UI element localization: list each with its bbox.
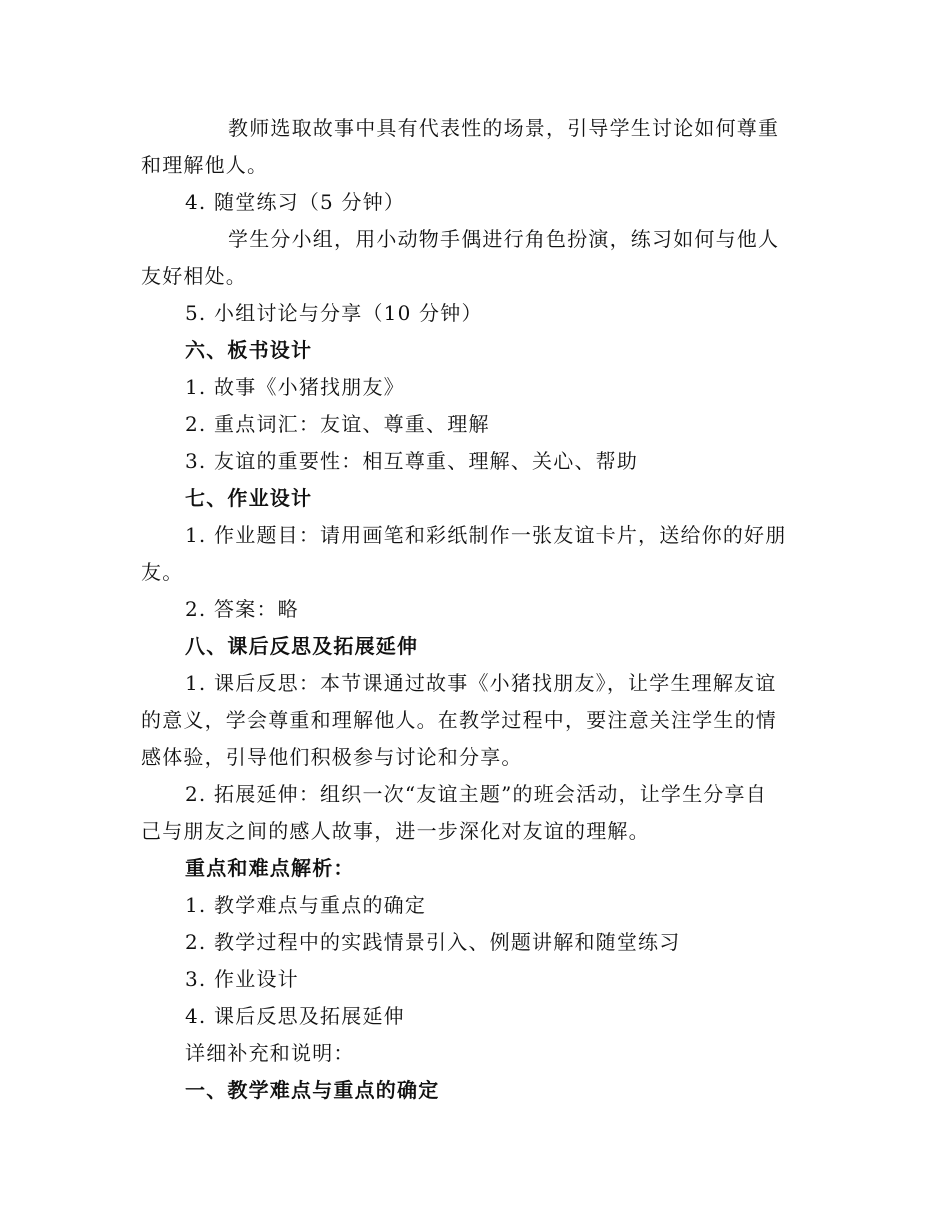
- list-item: 1. 教学难点与重点的确定: [185, 893, 427, 917]
- paragraph-line: 友好相处。: [141, 264, 247, 288]
- section-heading: 一、教学难点与重点的确定: [185, 1078, 440, 1102]
- paragraph-line: 友。: [141, 560, 184, 584]
- section-heading: 六、板书设计: [185, 338, 313, 362]
- paragraph-line: 学生分小组，用小动物手偶进行角色扮演，练习如何与他人: [228, 227, 780, 251]
- section-heading: 重点和难点解析：: [185, 856, 355, 880]
- list-item: 2. 重点词汇：友谊、尊重、理解: [185, 412, 490, 436]
- section-heading: 七、作业设计: [185, 486, 313, 510]
- list-item: 1. 作业题目：请用画笔和彩纸制作一张友谊卡片，送给你的好朋: [185, 523, 787, 547]
- section-heading: 八、课后反思及拓展延伸: [185, 634, 419, 658]
- list-item: 3. 友谊的重要性：相互尊重、理解、关心、帮助: [185, 449, 639, 473]
- paragraph-line: 教师选取故事中具有代表性的场景，引导学生讨论如何尊重: [228, 116, 780, 140]
- list-item: 1. 故事《小猪找朋友》: [185, 375, 405, 399]
- list-item: 4. 随堂练习（5 分钟）: [185, 190, 406, 214]
- paragraph-line: 和理解他人。: [141, 153, 269, 177]
- list-item: 1. 课后反思：本节课通过故事《小猪找朋友》，让学生理解友谊: [185, 671, 777, 695]
- list-item: 5. 小组讨论与分享（10 分钟）: [185, 301, 483, 325]
- list-item: 2. 教学过程中的实践情景引入、例题讲解和随堂练习: [185, 930, 681, 954]
- paragraph-line: 的意义，学会尊重和理解他人。在教学过程中，要注意关注学生的情: [141, 708, 777, 732]
- paragraph-line: 己与朋友之间的感人故事，进一步深化对友谊的理解。: [141, 819, 650, 843]
- list-item: 2. 答案：略: [185, 597, 299, 621]
- paragraph-line: 感体验，引导他们积极参与讨论和分享。: [141, 745, 523, 769]
- paragraph-line: 详细补充和说明：: [185, 1041, 355, 1065]
- list-item: 3. 作业设计: [185, 967, 299, 991]
- list-item: 4. 课后反思及拓展延伸: [185, 1004, 405, 1028]
- list-item: 2. 拓展延伸：组织一次“友谊主题”的班会活动，让学生分享自: [185, 782, 767, 806]
